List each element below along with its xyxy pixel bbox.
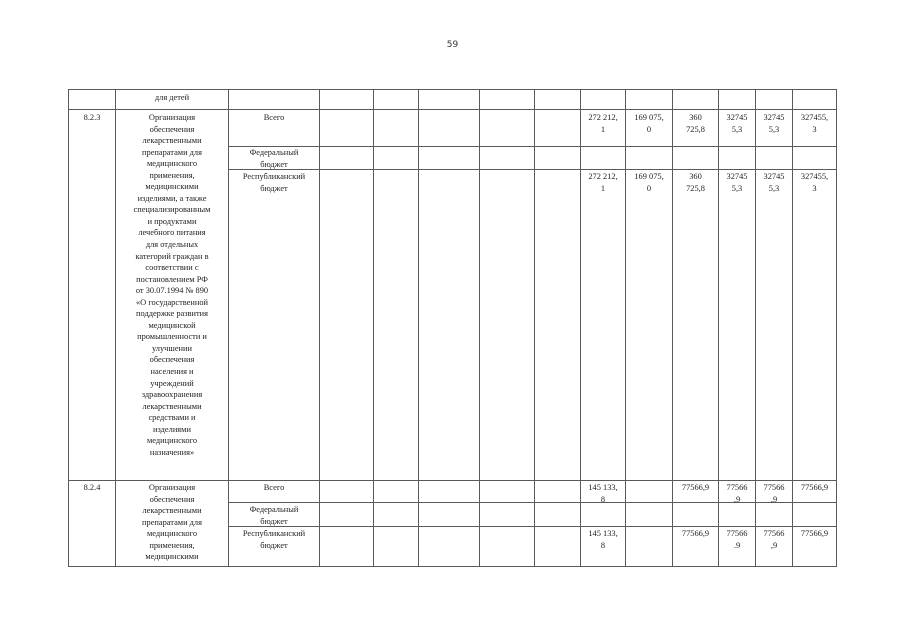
value-cell: 145 133, 8: [588, 529, 618, 550]
value-cell: 169 075, 0: [634, 113, 664, 134]
source-label: Всего: [263, 483, 285, 492]
table-cell-description: Организация обеспечения лекарственными препаратами для медицинского применения, медицинскими: [142, 483, 202, 562]
value-cell: 77566 ,9: [763, 529, 785, 550]
source-label: Федеральный бюджет: [249, 505, 299, 526]
value-cell: 32745 5,3: [726, 113, 748, 134]
value-cell: 77566 ,9: [763, 483, 785, 504]
table-cell-description: для детей: [154, 93, 190, 102]
value-cell: 169 075, 0: [634, 172, 664, 193]
source-label: Всего: [263, 113, 285, 122]
value-cell: 77566 ,9: [726, 483, 748, 504]
value-cell: 77566,9: [800, 529, 829, 538]
source-label: Республиканский бюджет: [242, 529, 306, 550]
value-cell: 77566 .9: [726, 529, 748, 550]
value-cell: 272 212, 1: [588, 113, 618, 134]
value-cell: 77566,9: [681, 529, 710, 538]
value-cell: 272 212, 1: [588, 172, 618, 193]
table-cell-code: 8.2.4: [83, 483, 101, 492]
table-cell-code: 8.2.3: [83, 113, 101, 122]
value-cell: 327455, 3: [800, 113, 829, 134]
value-cell: 77566,9: [681, 483, 710, 492]
value-cell: 32745 5,3: [763, 113, 785, 134]
value-cell: 360 725,8: [686, 113, 705, 134]
value-cell: 360 725,8: [686, 172, 705, 193]
value-cell: 327455, 3: [800, 172, 829, 193]
table-cell-description: Организация обеспечения лекарственными препаратами для медицинского применения, медицинскими изделиями, а также специализированным и продуктами лечебного питания для отдельных категорий граждан в соответствии с постановлением РФ от 30.07.1994 № 890 «О государственной поддержке развития медицинской промышленности и улучшении обеспечения населения и учреждений здравоохранения лекарственными средствами и изделиями медицинского назначения»: [133, 113, 211, 457]
value-cell: 145 133, 8: [588, 483, 618, 504]
value-cell: 77566,9: [800, 483, 829, 492]
value-cell: 32745 5,3: [726, 172, 748, 193]
value-cell: 32745 5,3: [763, 172, 785, 193]
source-label: Федеральный бюджет: [249, 148, 299, 169]
source-label: Республиканский бюджет: [242, 172, 306, 193]
page-number: 59: [446, 40, 459, 50]
